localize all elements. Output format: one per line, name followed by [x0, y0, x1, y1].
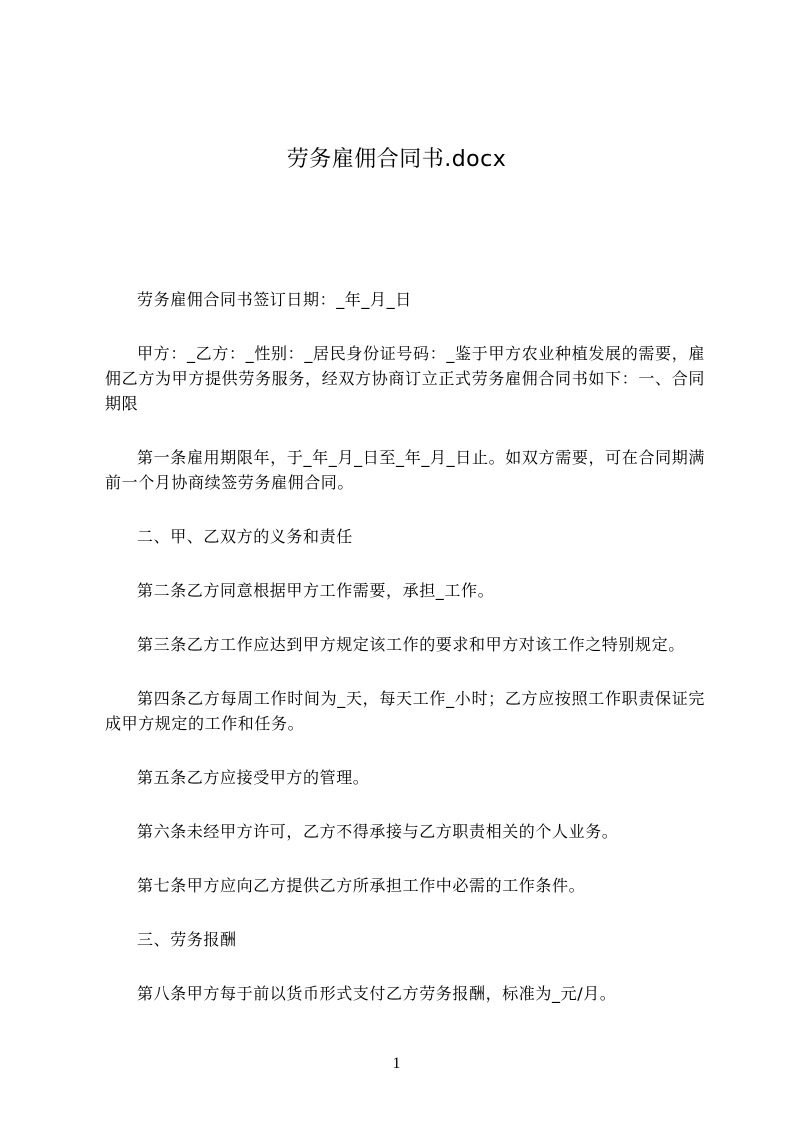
document-title: 劳务雇佣合同书.docx	[286, 147, 507, 172]
paragraph-article-6: 第六条未经甲方许可，乙方不得承接与乙方职责相关的个人业务。	[137, 822, 619, 841]
section-heading-3: 三、劳务报酬	[137, 930, 237, 949]
paragraph-signing-date: 劳务雇佣合同书签订日期：_年_月_日	[137, 290, 412, 309]
paragraph-article-4: 第四条乙方每周工作时间为_天，每天工作_小时；乙方应按照工作职责保证完成甲方规定的工作和任务。	[105, 689, 705, 733]
paragraph-article-2: 第二条乙方同意根据甲方工作需要，承担_工作。	[137, 581, 495, 600]
paragraph-article-5: 第五条乙方应接受甲方的管理。	[137, 768, 370, 787]
section-heading-2: 二、甲、乙双方的义务和责任	[137, 527, 353, 546]
paragraph-article-8: 第八条甲方每于前以货币形式支付乙方劳务报酬，标准为_元/月。	[137, 984, 617, 1003]
paragraph-parties: 甲方：_乙方：_性别：_居民身份证号码：_鉴于甲方农业种植发展的需要，雇佣乙方为甲方提供劳务服务，经双方协商订立正式劳务雇佣合同书如下：一、合同期限	[105, 344, 705, 413]
paragraph-article-3: 第三条乙方工作应达到甲方规定该工作的要求和甲方对该工作之特别规定。	[137, 635, 685, 654]
document-body	[105, 287, 705, 1035]
paragraph-article-7: 第七条甲方应向乙方提供乙方所承担工作中必需的工作条件。	[137, 876, 586, 895]
page-number: 1	[392, 1055, 401, 1072]
paragraph-article-1: 第一条雇用期限年，于_年_月_日至_年_月_日止。如双方需要，可在合同期满前一个月协商续签劳务雇佣合同。	[105, 448, 705, 492]
